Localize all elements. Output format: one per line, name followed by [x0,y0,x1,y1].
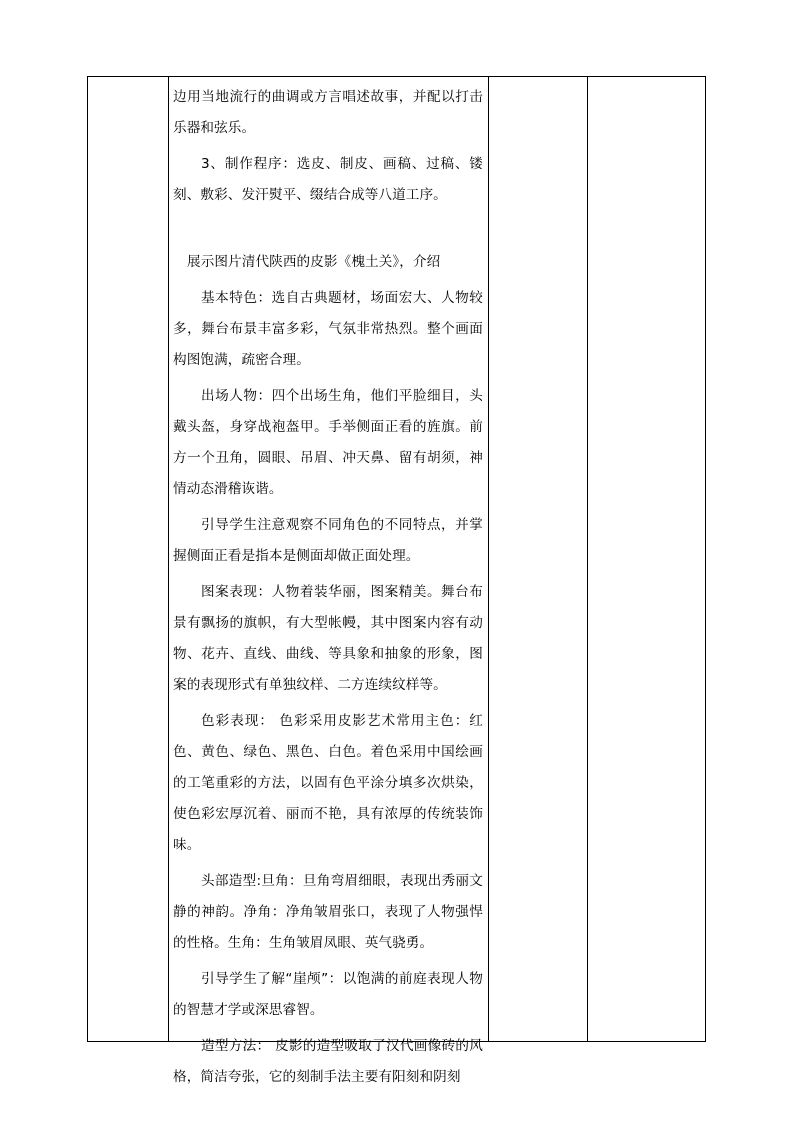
paragraph-spacer [173,216,483,247]
paragraph-basic-features: 基本特色：选自古典题材，场面宏大、人物较多，舞台布景丰富多彩，气氛非常热烈。整个画面构图饱满，疏密合理。 [173,290,483,368]
paragraph-production-process: 3、制作程序：选皮、制皮、画稿、过稿、镂刻、敷彩、发汗熨平、缀结合成等八道工序。 [173,156,483,203]
column-divider-1 [168,77,169,1041]
paragraph-modeling-method: 造型方法： 皮影的造型吸取了汉代画像砖的风格，简洁夸张，它的刻制手法主要有阳刻和阴刻 [173,1038,483,1085]
paragraph-show-picture: 展示图片清代陕西的皮影《槐土关》，介绍 [187,254,441,270]
column-divider-3 [587,77,588,1041]
paragraph-color: 色彩表现： 色彩采用皮影艺术常用主色：红色、黄色、绿色、黑色、白色。着色采用中国绘画的工笔重彩的方法，以固有色平涂分填多次烘染，使色彩宏厚沉着、丽而不艳，具有浓厚的传统装饰味。 [173,713,483,853]
lesson-content-cell [173,82,483,1098]
paragraph-head-shape: 头部造型:旦角：旦角弯眉细眼，表现出秀丽文静的神韵。净角：净角皱眉张口，表现了人物强悍的性格。生角：生角皱眉凤眼、英气骁勇。 [173,873,483,951]
paragraph-intro-continued: 边用当地流行的曲调或方言唱述故事，并配以打击乐器和弦乐。 [173,89,483,136]
paragraph-pattern: 图案表现：人物着装华丽，图案精美。舞台布景有飘扬的旗帜，有大型帐幔，其中图案内容有动物、花卉、直线、曲线、等具象和抽象的形象，图案的表现形式有单独纹样、二方连续纹样等。 [173,584,483,693]
paragraph-guide-forehead: 引导学生了解“崖颅”：以饱满的前庭表现人物的智慧才学或深思睿智。 [173,971,483,1018]
paragraph-guide-observe: 引导学生注意观察不同角色的不同特点，并掌握侧面正看是指本是侧面却做正面处理。 [173,517,483,564]
column-divider-2 [488,77,489,1041]
paragraph-characters: 出场人物：四个出场生角，他们平脸细目，头戴头盔，身穿战袍盔甲。手举侧面正看的旌旗。前方一个丑角，圆眼、吊眉、冲天鼻、留有胡须，神情动态滑稽诙谐。 [173,388,483,497]
